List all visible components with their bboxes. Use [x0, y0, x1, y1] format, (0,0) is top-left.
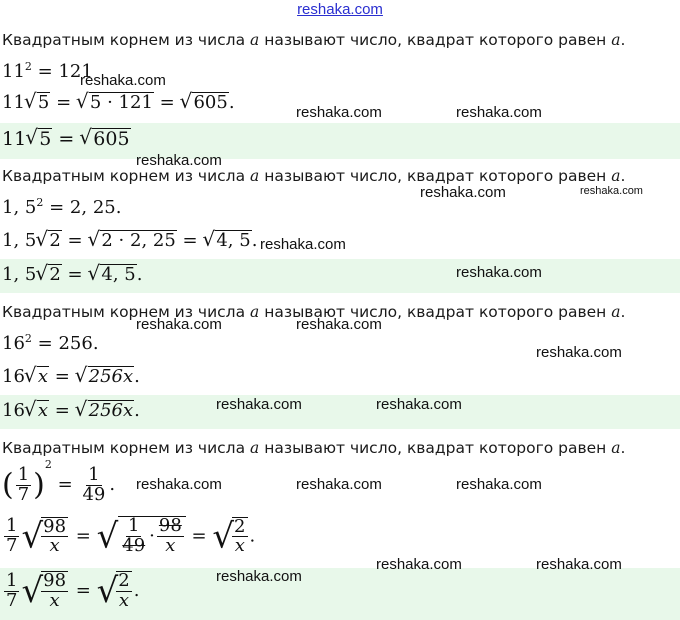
definition-text: Квадратным корнем из числа a называют число, квадрат которого равен a. — [2, 303, 626, 321]
root-transformation: 11√ 5 = √ 5 · 121 = √ 605. — [2, 92, 235, 113]
watermark: reshaka.com — [216, 568, 302, 585]
watermark: reshaka.com — [580, 185, 643, 197]
watermark: reshaka.com — [296, 104, 382, 121]
watermark: reshaka.com — [420, 184, 506, 201]
watermark: reshaka.com — [136, 476, 222, 493]
root-transformation: 16√ x = √ 256x. — [2, 366, 140, 387]
site-link[interactable]: reshaka.com — [297, 1, 383, 18]
watermark: reshaka.com — [536, 556, 622, 573]
answer-equation: 1, 5√ 2 = √ 4, 5. — [2, 264, 142, 285]
watermark: reshaka.com — [376, 396, 462, 413]
definition-text: Квадратным корнем из числа a называют число, квадрат которого равен a. — [2, 31, 626, 49]
watermark: reshaka.com — [296, 476, 382, 493]
watermark: reshaka.com — [80, 72, 166, 89]
answer-equation: $\frac{1}{7}$ √ $\frac{98}{x}$ = √ $\frac{2}{x}$ . — [6, 569, 140, 611]
watermark: reshaka.com — [136, 316, 222, 333]
root-transformation: $\frac{1}{7}$ √ $\frac{98}{x}$ = √ $\frac{1}{49}$ · $\frac{98}{x}$ = √ $\frac{2}{x}$ . — [6, 515, 256, 557]
square-equation: ( $\frac{1}{7}$ )$^2$ = $\frac{1}{49}$ . — [2, 458, 116, 505]
watermark: reshaka.com — [456, 264, 542, 281]
watermark: reshaka.com — [456, 104, 542, 121]
definition-text: Квадратным корнем из числа a называют число, квадрат которого равен a. — [2, 439, 626, 457]
watermark: reshaka.com — [536, 344, 622, 361]
square-equation: $16^2 = 256$. — [2, 332, 99, 354]
watermark: reshaka.com — [136, 152, 222, 169]
watermark: reshaka.com — [456, 476, 542, 493]
watermark: reshaka.com — [260, 236, 346, 253]
answer-equation: 16√ x = √ 256x. — [2, 400, 140, 421]
watermark: reshaka.com — [296, 316, 382, 333]
square-equation: $11^2 = 121$ — [2, 60, 93, 82]
watermark: reshaka.com — [376, 556, 462, 573]
watermark: reshaka.com — [216, 396, 302, 413]
root-transformation: 1, 5√ 2 = √ 2 · 2, 25 = √ 4, 5. — [2, 230, 257, 251]
answer-equation: 11√ 5 = √ 605 — [2, 128, 131, 150]
definition-text: Квадратным корнем из числа a называют число, квадрат которого равен a. — [2, 167, 626, 185]
square-equation: 1, $5^2 = 2$, 25. — [2, 196, 122, 218]
